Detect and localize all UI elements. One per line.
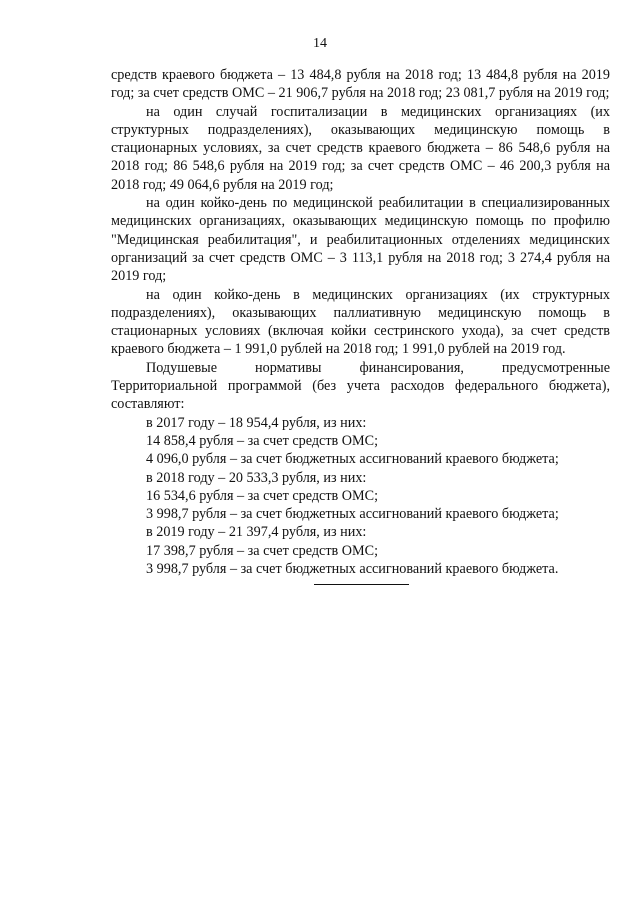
list-item: 3 998,7 рубля – за счет бюджетных ассигнований краевого бюджета.: [146, 561, 559, 578]
end-divider: [314, 584, 409, 585]
list-item: 4 096,0 рубля – за счет бюджетных ассигнований краевого бюджета;: [146, 451, 559, 468]
paragraph-per-capita-norms: Подушевые нормативы финансирования, предусмотренные Территориальной программой (без учета расходов федерального бюджета), составляют:: [111, 359, 610, 413]
list-item: в 2017 году – 18 954,4 рубля, из них:: [146, 414, 367, 431]
paragraph-hospitalization: на один случай госпитализации в медицинских организациях (их структурных подразделениях), оказывающих медицинскую помощь в стационарных условиях, за счет средств краевого бюджета – 86 548,6 рубля на 2018 год; 86 548,6 рубля на 2019 год; за счет средств ОМС – 46 200,3 рубля на 2018 год; 49 064,6 рубля на 2019 год;: [111, 103, 610, 193]
list-item: в 2019 году – 21 397,4 рубля, из них:: [146, 524, 367, 541]
list-item: 3 998,7 рубля – за счет бюджетных ассигнований краевого бюджета;: [146, 506, 559, 523]
document-body: [111, 66, 610, 578]
page-number: 14: [313, 36, 327, 51]
list-item: в 2018 году – 20 533,3 рубля, из них:: [146, 469, 367, 486]
paragraph-palliative: на один койко-день в медицинских организациях (их структурных подразделениях), оказывающих паллиативную медицинскую помощь в стационарных условиях (включая койки сестринского ухода), за счет средств краевого бюджета – 1 991,0 рублей на 2018 год; 1 991,0 рублей на 2019 год.: [111, 286, 610, 358]
paragraph-rehabilitation: на один койко-день по медицинской реабилитации в специализированных медицинских организациях, оказывающих медицинскую помощь по профилю "Медицинская реабилитация", и реабилитационных отделениях медицинских организаций за счет средств ОМС – 3 113,1 рубля на 2018 год; 3 274,4 рубля на 2019 год;: [111, 195, 610, 285]
list-item: 17 398,7 рубля – за счет средств ОМС;: [146, 542, 379, 559]
paragraph-continuation: средств краевого бюджета – 13 484,8 рубля на 2018 год; 13 484,8 рубля на 2019 год; за счет средств ОМС – 21 906,7 рубля на 2018 год; 23 081,7 рубля на 2019 год;: [111, 67, 610, 102]
list-item: 14 858,4 рубля – за счет средств ОМС;: [146, 432, 379, 449]
list-item: 16 534,6 рубля – за счет средств ОМС;: [146, 487, 379, 504]
